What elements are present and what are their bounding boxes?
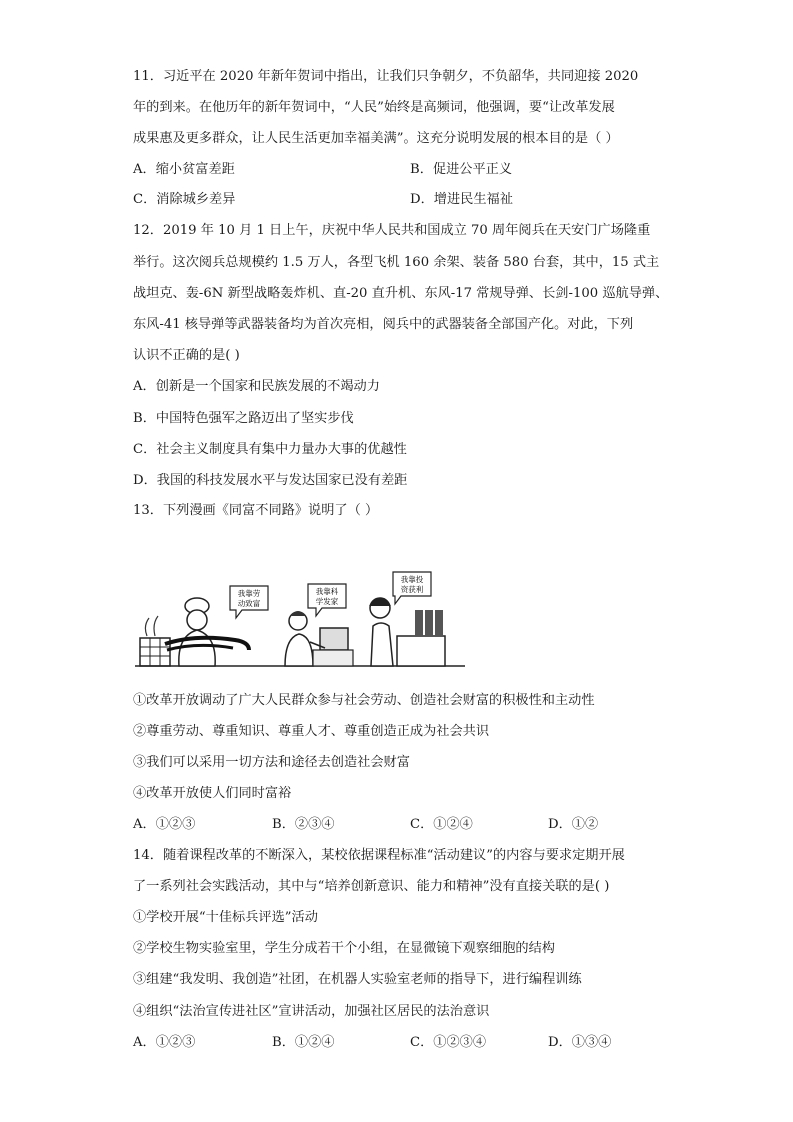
q14-option-c[interactable]: C．①②③④	[410, 1035, 487, 1050]
cartoon-investor	[369, 598, 445, 666]
q12-line-4: 东风-41 核导弹等武器装备均为首次亮相，阅兵中的武器装备全部国产化。对此，下列	[133, 317, 634, 332]
q14-statement-3: ③组建“我发明、我创造”社团，在机器人实验室老师的指导下，进行编程训练	[133, 972, 582, 987]
bubble-3-line-2: 资获利	[400, 585, 424, 594]
q12-option-a[interactable]: A．创新是一个国家和民族发展的不竭动力	[133, 379, 380, 394]
q14-statement-2: ②学校生物实验室里，学生分成若干个小组，在显微镜下观察细胞的结构	[133, 941, 555, 956]
q11-option-d[interactable]: D．增进民生福祉	[410, 192, 513, 207]
q14-statement-4: ④组织“法治宣传进社区”宣讲活动，加强社区居民的法治意识	[133, 1004, 490, 1019]
q13-statement-3: ③我们可以采用一切方法和途径去创造社会财富	[133, 755, 410, 770]
q13-option-c[interactable]: C．①②④	[410, 817, 473, 832]
q14-option-d[interactable]: D．①③④	[548, 1035, 612, 1050]
q11-line-1: 11．习近平在 2020 年新年贺词中指出，让我们只争朝夕，不负韶华，共同迎接 2020	[133, 69, 639, 84]
q12-line-3: 战坦克、轰-6N 新型战略轰炸机、直-20 直升机、东风-17 常规导弹、长剑-100 巡航导弹、	[133, 286, 669, 301]
bubble-1-line-1: 我靠劳	[237, 589, 261, 598]
q11-line-3: 成果惠及更多群众，让人民生活更加幸福美满”。这充分说明发展的根本目的是（ ）	[133, 131, 619, 146]
q12-option-d[interactable]: D．我国的科技发展水平与发达国家已没有差距	[133, 473, 408, 488]
bubble-3-line-1: 我靠投	[400, 575, 424, 584]
bubble-2-line-1: 我靠科	[315, 587, 339, 596]
q13-option-b[interactable]: B．②③④	[272, 817, 335, 832]
q12-line-5: 认识不正确的是( )	[133, 348, 240, 363]
q13-statement-4: ④改革开放使人们同时富裕	[133, 786, 292, 801]
q13-option-a[interactable]: A．①②③	[133, 817, 196, 832]
q13-statement-2: ②尊重劳动、尊重知识、尊重人才、尊重创造正成为社会共识	[133, 724, 490, 739]
q14-line-2: 了一系列社会实践活动，其中与“培养创新意识、能力和精神”没有直接关联的是( )	[133, 879, 610, 894]
q14-statement-1: ①学校开展“十佳标兵评选”活动	[133, 910, 318, 925]
q11-line-2: 年的到来。在他历年的新年贺词中，“人民”始终是高频词，他强调，要“让改革发展	[133, 100, 615, 115]
bubble-2-line-2: 学发家	[315, 597, 339, 606]
q12-line-2: 举行。这次阅兵总规模约 1.5 万人，各型飞机 160 余架、装备 580 台套，其中，15 式主	[133, 255, 660, 270]
q13-stem: 13．下列漫画《同富不同路》说明了（ ）	[133, 503, 379, 518]
q14-line-1: 14．随着课程改革的不断深入，某校依据课程标准“活动建议”的内容与要求定期开展	[133, 848, 625, 863]
cartoon-scientist	[285, 611, 353, 666]
q12-option-c[interactable]: C．社会主义制度具有集中力量办大事的优越性	[133, 442, 407, 457]
q12-line-1: 12．2019 年 10 月 1 日上午，庆祝中华人民共和国成立 70 周年阅兵在天安门广场隆重	[133, 223, 651, 238]
q13-option-d[interactable]: D．①②	[548, 817, 599, 832]
q13-statement-1: ①改革开放调动了广大人民群众参与社会劳动、创造社会财富的积极性和主动性	[133, 693, 595, 708]
cartoon-image	[135, 566, 480, 674]
q12-option-b[interactable]: B．中国特色强军之路迈出了坚实步伐	[133, 411, 354, 426]
q11-option-a[interactable]: A．缩小贫富差距	[133, 162, 235, 177]
q14-option-a[interactable]: A．①②③	[133, 1035, 196, 1050]
q11-option-b[interactable]: B．促进公平正义	[410, 162, 513, 177]
q11-option-c[interactable]: C．消除城乡差异	[133, 192, 236, 207]
bubble-1-line-2: 动致富	[237, 599, 261, 608]
q14-option-b[interactable]: B．①②④	[272, 1035, 335, 1050]
